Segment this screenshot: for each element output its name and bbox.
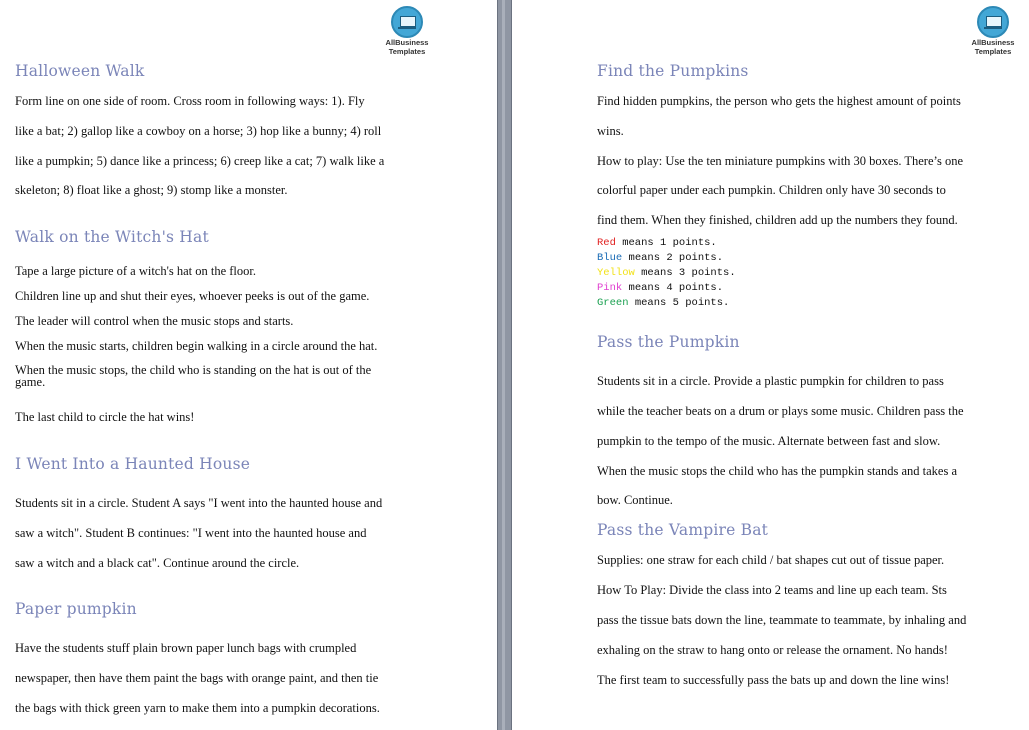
paragraph-line: How to play: Use the ten miniature pumpkins with 30 boxes. There’s one (597, 154, 964, 168)
section-title: Walk on the Witch's Hat (15, 228, 209, 246)
section-title: Paper pumpkin (15, 600, 137, 618)
paragraph-line: like a pumpkin; 5) dance like a princess; 6) creep like a cat; 7) walk like a (15, 154, 385, 168)
paragraph-line: saw a witch and a black cat". Continue around the circle. (15, 556, 300, 570)
paragraph-line: Have the students stuff plain brown paper lunch bags with crumpled (15, 641, 357, 655)
paragraph-line: exhaling on the straw to hang onto or release the ornament. No hands! (597, 643, 948, 657)
color-legend-blue: Blue means 2 points. (597, 252, 724, 264)
paragraph-line: Students sit in a circle. Student A says "I went into the haunted house and (15, 496, 383, 510)
paragraph-line: When the music starts, children begin walking in a circle around the hat. (15, 339, 378, 353)
paragraph-line: When the music stops the child who has the pumpkin stands and takes a (597, 464, 958, 478)
paragraph-line: Find hidden pumpkins, the person who gets the highest amount of points (597, 94, 961, 108)
paragraph-line: the bags with thick green yarn to make them into a pumpkin decorations. (15, 701, 380, 715)
left-page (0, 0, 497, 730)
paragraph-line: Form line on one side of room. Cross room in following ways: 1). Fly (15, 94, 365, 108)
allbusiness-logo (963, 6, 1023, 56)
color-legend-green: Green means 5 points. (597, 297, 730, 309)
paragraph-line: pass the tissue bats down the line, teammate to teammate, by inhaling and (597, 613, 967, 627)
laptop-icon (977, 6, 1009, 38)
paragraph-line: wins. (597, 124, 624, 138)
section-title: Pass the Vampire Bat (597, 521, 769, 539)
right-page (512, 0, 1029, 730)
section-title: Pass the Pumpkin (597, 333, 740, 351)
paragraph-line: The leader will control when the music stops and starts. (15, 314, 294, 328)
paragraph-line: find them. When they finished, children add up the numbers they found. (597, 213, 958, 227)
paragraph-line: Students sit in a circle. Provide a plastic pumpkin for children to pass (597, 374, 944, 388)
logo-text-1: AllBusiness (971, 38, 1015, 47)
logo-text-1: AllBusiness (385, 38, 429, 47)
paragraph-line: Supplies: one straw for each child / bat shapes cut out of tissue paper. (597, 553, 945, 567)
paragraph-line: The last child to circle the hat wins! (15, 410, 195, 424)
laptop-icon (391, 6, 423, 38)
color-legend-pink: Pink means 4 points. (597, 282, 724, 294)
paragraph-line: How To Play: Divide the class into 2 teams and line up each team. Sts (597, 583, 947, 597)
section-title: Halloween Walk (15, 62, 145, 80)
color-legend-yellow: Yellow means 3 points. (597, 267, 736, 279)
paragraph-line: Children line up and shut their eyes, whoever peeks is out of the game. (15, 289, 370, 303)
paragraph-line: saw a witch". Student B continues: "I went into the haunted house and (15, 526, 367, 540)
paragraph-line: bow. Continue. (597, 493, 673, 507)
paragraph-line: while the teacher beats on a drum or plays some music. Children pass the (597, 404, 964, 418)
section-title: Find the Pumpkins (597, 62, 749, 80)
paragraph-line: Tape a large picture of a witch's hat on the floor. (15, 264, 256, 278)
logo-text-2: Templates (388, 47, 426, 56)
paragraph-line: The first team to successfully pass the bats up and down the line wins! (597, 673, 950, 687)
paragraph-line: colorful paper under each pumpkin. Children only have 30 seconds to (597, 183, 946, 197)
allbusiness-logo (377, 6, 437, 56)
paragraph-line: like a bat; 2) gallop like a cowboy on a horse; 3) hop like a bunny; 4) roll (15, 124, 382, 138)
color-legend-red: Red means 1 points. (597, 237, 717, 249)
paragraph-line: pumpkin to the tempo of the music. Alternate between fast and slow. (597, 434, 941, 448)
paragraph-line: skeleton; 8) float like a ghost; 9) stomp like a monster. (15, 183, 288, 197)
paragraph-line: game. (15, 375, 46, 389)
paragraph-line: newspaper, then have them paint the bags with orange paint, and then tie (15, 671, 379, 685)
page-divider (497, 0, 512, 730)
paragraph-line: When the music stops, the child who is standing on the hat is out of the (15, 363, 372, 377)
section-title: I Went Into a Haunted House (15, 455, 251, 473)
logo-text-2: Templates (974, 47, 1012, 56)
